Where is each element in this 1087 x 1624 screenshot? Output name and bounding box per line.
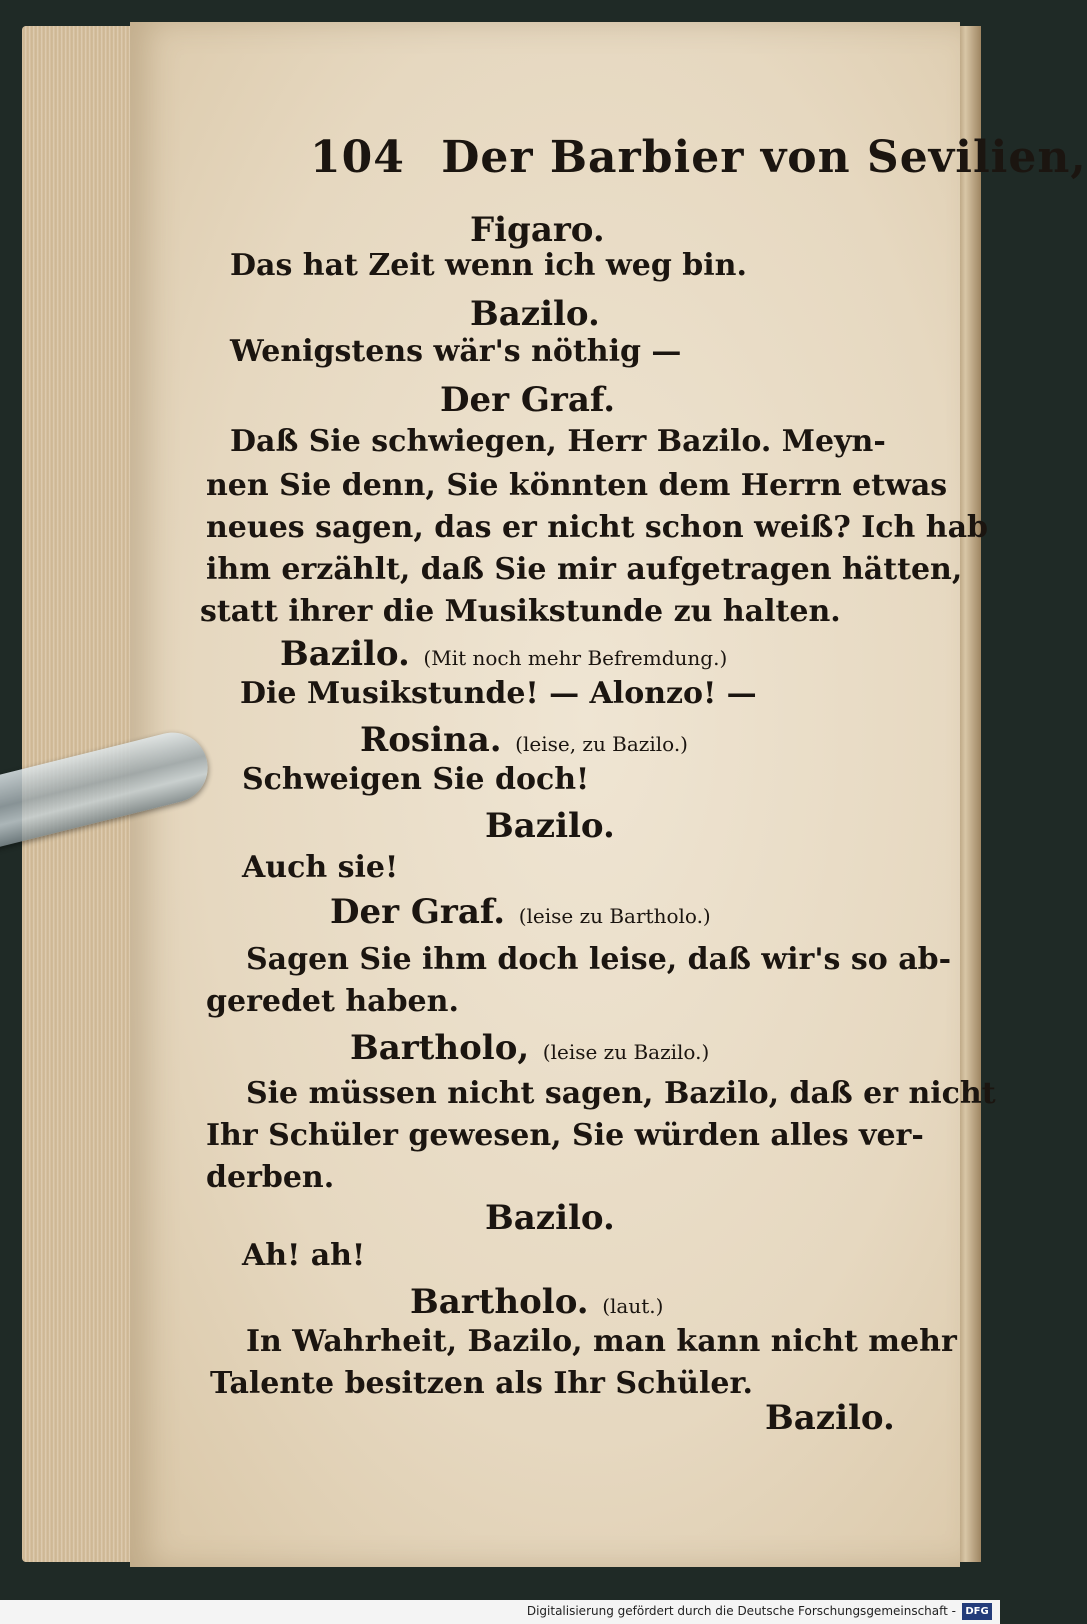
text-line: Das hat Zeit wenn ich weg bin.	[230, 248, 747, 283]
speaker-bazilo: Bazilo.	[485, 1198, 615, 1238]
text-line: Ah! ah!	[242, 1238, 366, 1273]
page-header	[310, 132, 1087, 183]
stage-direction: (laut.)	[602, 1294, 664, 1318]
text-line: ihm erzählt, daß Sie mir aufgetragen hätten,	[206, 552, 963, 587]
speaker-line	[410, 1282, 663, 1322]
speaker-graf: Der Graf.	[330, 892, 506, 932]
catchword-bazilo: Bazilo.	[765, 1398, 895, 1438]
text-line: Talente besitzen als Ihr Schüler.	[210, 1366, 753, 1401]
text-line: Die Musikstunde! — Alonzo! —	[240, 676, 757, 711]
speaker-figaro: Figaro.	[470, 210, 605, 250]
funding-credit: Digitalisierung gefördert durch die Deutsche Forschungsgemeinschaft -	[526, 1604, 956, 1618]
text-line: Ihr Schüler gewesen, Sie würden alles ver-	[206, 1118, 924, 1153]
speaker-bartholo: Bartholo.	[410, 1282, 589, 1322]
page-title: Der Barbier von Sevilien,	[441, 132, 1087, 183]
stage-direction: (Mit noch mehr Befremdung.)	[423, 646, 728, 670]
book-page	[130, 22, 1087, 1567]
speaker-bartholo: Bartholo,	[350, 1028, 530, 1068]
speaker-bazilo: Bazilo.	[485, 806, 615, 846]
stage-direction: (leise zu Bartholo.)	[518, 904, 711, 928]
speaker-line	[330, 892, 711, 932]
text-line: derben.	[206, 1160, 335, 1195]
stage-direction: (leise, zu Bazilo.)	[515, 732, 688, 756]
speaker-graf: Der Graf.	[440, 380, 616, 420]
text-line: Auch sie!	[242, 850, 399, 885]
text-line: statt ihrer die Musikstunde zu halten.	[200, 594, 841, 629]
text-line: Schweigen Sie doch!	[242, 762, 590, 797]
stage-direction: (leise zu Bazilo.)	[542, 1040, 710, 1064]
text-line: Sagen Sie ihm doch leise, daß wir's so ab-	[246, 942, 952, 977]
page-number: 104	[310, 132, 405, 183]
text-line: nen Sie denn, Sie könnten dem Herrn etwas	[206, 468, 948, 503]
speaker-line	[280, 634, 727, 674]
text-line: neues sagen, das er nicht schon weiß? Ich hab	[206, 510, 989, 545]
speaker-line	[350, 1028, 709, 1068]
speaker-line	[360, 720, 688, 760]
text-line: In Wahrheit, Bazilo, man kann nicht mehr	[246, 1324, 957, 1359]
text-line: geredet haben.	[206, 984, 459, 1019]
text-line: Wenigstens wär's nöthig —	[230, 334, 682, 369]
text-line: Sie müssen nicht sagen, Bazilo, daß er nicht	[246, 1076, 996, 1111]
speaker-bazilo: Bazilo.	[470, 294, 600, 334]
footer-bar	[0, 1600, 1000, 1624]
text-line: Daß Sie schwiegen, Herr Bazilo. Meyn-	[230, 424, 886, 459]
speaker-rosina: Rosina.	[360, 720, 502, 760]
speaker-bazilo: Bazilo.	[280, 634, 410, 674]
dfg-logo-icon: DFG	[962, 1603, 992, 1620]
